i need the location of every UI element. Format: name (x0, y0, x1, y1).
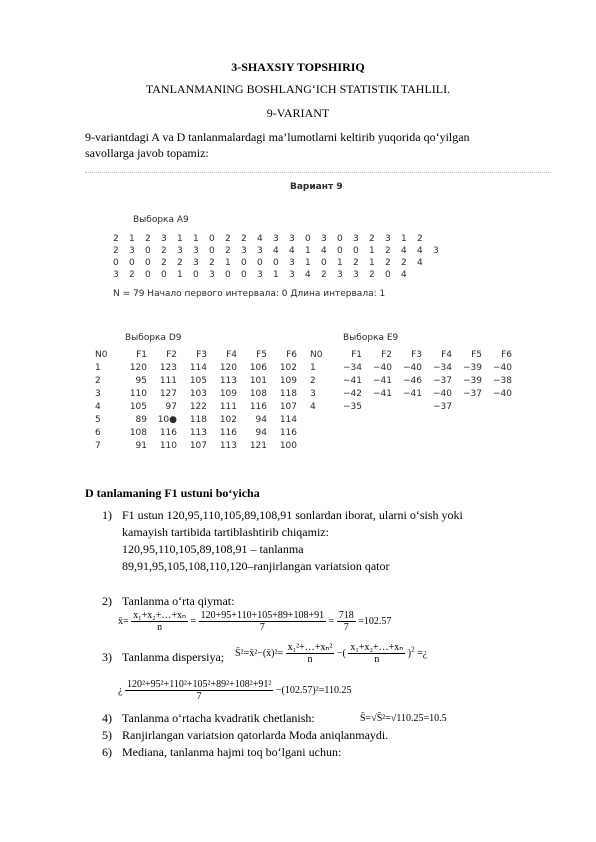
dispersion-formula-line2: ¿ $\frac{\text{120²+95²+110²+105²+89²+108²+91²}}{7}$ −(102.57)²=110.25 (118, 679, 352, 702)
a9-cell: 0 (113, 258, 119, 268)
a9-cell: 3 (273, 234, 279, 244)
a9-cell: 3 (257, 246, 263, 256)
d9-cell: 6 (95, 428, 101, 438)
divider (85, 172, 551, 173)
a9-cell: 3 (353, 270, 359, 280)
e9-cell: −40 (373, 363, 392, 373)
a9-cell: 0 (145, 270, 151, 280)
e9-cell: −41 (373, 376, 392, 386)
a9-cell: 4 (273, 246, 279, 256)
section-title: D tanlamaning F1 ustuni bo‘yicha (85, 486, 260, 500)
a9-cell: 0 (193, 270, 199, 280)
a9-cell: 2 (417, 234, 423, 244)
e9-header-cell: F4 (441, 350, 452, 360)
a9-cell: 2 (369, 234, 375, 244)
a9-cell: 4 (401, 246, 407, 256)
a9-cell: 0 (353, 246, 359, 256)
a9-cell: 2 (161, 258, 167, 268)
d9-cell: 113 (189, 428, 207, 438)
mean-result: =102.57 (358, 615, 392, 627)
d9-cell: 120 (129, 363, 147, 373)
a9-cell: 0 (209, 234, 215, 244)
dispersion-mean-fraction: $\frac{\text{x₁+x₂+…+xₙ}}{n}$ (350, 642, 404, 665)
e9-cell: −42 (343, 389, 362, 399)
d9-cell: 114 (189, 363, 207, 373)
e9-cell: −40 (403, 363, 422, 373)
a9-cell: 2 (385, 258, 391, 268)
e9-cell: −34 (433, 363, 452, 373)
a9-cell: 2 (225, 246, 231, 256)
e9-cell: −41 (403, 389, 422, 399)
a9-cell: 2 (161, 246, 167, 256)
mean-formula: x̄= $\frac{\text{x₁+x₂+…+xₙ}}{n}$ = $\frac{120+95+110+105+89+108+91}{7}$ = $\frac{718}{7}$ =102.57 (118, 610, 392, 633)
e9-cell: −37 (433, 402, 452, 412)
a9-cell: 2 (385, 246, 391, 256)
item-6-number: 6) (102, 745, 112, 759)
sample-e9-label: Выборка E9 (343, 333, 399, 343)
a9-cell: 4 (401, 270, 407, 280)
e9-header-cell: F5 (471, 350, 482, 360)
item-1-line1: F1 ustun 120,95,110,105,89,108,91 sonlardan iborat, ularni o‘sish yoki (122, 508, 463, 522)
d9-header-cell: F6 (286, 350, 297, 360)
e9-cell: −37 (433, 376, 452, 386)
mean-result-fraction: $\frac{718}{7}$ (338, 610, 354, 633)
a9-cell: 1 (177, 270, 183, 280)
a9-cell: 2 (225, 234, 231, 244)
a9-cell: 2 (241, 234, 247, 244)
e9-header-cell: F1 (351, 350, 362, 360)
d9-cell: 2 (95, 376, 101, 386)
a9-cell: 1 (337, 258, 343, 268)
intro-text-line1: 9-variantdagi A va D tanlanmalardagi ma’lumotlarni keltirib yuqorida qo‘yilgan (85, 130, 470, 144)
d9-cell: 116 (279, 428, 297, 438)
a9-cell: 3 (433, 246, 439, 256)
sample-a9-grid (113, 234, 473, 286)
d9-cell: 3 (95, 389, 101, 399)
a9-cell: 1 (225, 258, 231, 268)
a9-cell: 2 (401, 258, 407, 268)
d9-cell: 114 (279, 415, 297, 425)
item-1-line3: 120,95,110,105,89,108,91 – tanlanma (122, 542, 304, 556)
a9-cell: 0 (257, 258, 263, 268)
a9-cell: 4 (289, 246, 295, 256)
d9-cell: 97 (165, 402, 177, 412)
e9-cell: −37 (463, 389, 482, 399)
a9-cell: 3 (209, 270, 215, 280)
a9-cell: 0 (145, 246, 151, 256)
a9-cell: 1 (305, 258, 311, 268)
d9-cell: 109 (279, 376, 297, 386)
e9-cell: −39 (463, 376, 482, 386)
item-1-line4: 89,91,95,105,108,110,120–ranjirlangan variatsion qator (122, 559, 390, 573)
item-4-number: 4) (102, 711, 112, 725)
a9-cell: 4 (305, 270, 311, 280)
item-2-number: 2) (102, 594, 112, 608)
item-1-number: 1) (102, 508, 112, 522)
a9-cell: 4 (257, 234, 263, 244)
a9-cell: 3 (193, 258, 199, 268)
e9-cell: −39 (463, 363, 482, 373)
a9-cell: 1 (193, 234, 199, 244)
a9-cell: 0 (321, 258, 327, 268)
a9-cell: 0 (337, 246, 343, 256)
d9-cell: 110 (159, 441, 177, 451)
d9-cell: 107 (189, 441, 207, 451)
a9-cell: 0 (241, 270, 247, 280)
scanned-table-image (85, 180, 551, 465)
a9-cell: 3 (289, 234, 295, 244)
a9-cell: 2 (129, 270, 135, 280)
d9-cell: 107 (279, 402, 297, 412)
e9-header-cell: F2 (381, 350, 392, 360)
a9-cell: 3 (321, 234, 327, 244)
a9-cell: 4 (417, 258, 423, 268)
d9-cell: 94 (255, 428, 267, 438)
mean-symbolic-fraction: $\frac{\text{x₁+x₂+…+xₙ}}{n}$ (133, 610, 187, 633)
e9-cell: 4 (310, 402, 316, 412)
e9-cell: −40 (493, 363, 512, 373)
a9-cell: 0 (273, 258, 279, 268)
d9-cell: 122 (189, 402, 207, 412)
a9-cell: 4 (321, 246, 327, 256)
mean-lhs: x̄= (118, 615, 129, 627)
sample-a9-footer: N = 79 Начало первого интервала: 0 Длина интервала: 1 (113, 289, 386, 299)
a9-cell: 2 (209, 258, 215, 268)
a9-cell: 3 (337, 270, 343, 280)
a9-cell: 2 (369, 270, 375, 280)
document-title: 3-SHAXSIY TOPSHIRIQ (231, 60, 365, 74)
item-5-text: Ranjirlangan variatsion qatorlarda Moda aniqlanmaydi. (122, 728, 389, 742)
a9-cell: 3 (289, 258, 295, 268)
d9-cell: 116 (219, 428, 237, 438)
a9-cell: 1 (401, 234, 407, 244)
a9-cell: 1 (129, 234, 135, 244)
d9-cell: 116 (249, 402, 267, 412)
d9-cell: 120 (219, 363, 237, 373)
sample-a9-label: Выборка А9 (133, 215, 189, 225)
mean-values-fraction: $\frac{120+95+110+105+89+108+91}{7}$ (200, 610, 325, 633)
e9-cell: −41 (343, 376, 362, 386)
a9-cell: 3 (353, 234, 359, 244)
d9-cell: 102 (219, 415, 237, 425)
d9-cell: 5 (95, 415, 101, 425)
a9-cell: 1 (177, 234, 183, 244)
a9-cell: 1 (369, 246, 375, 256)
sample-d9-table (95, 350, 310, 465)
d9-cell: 111 (159, 376, 177, 386)
a9-cell: 1 (369, 258, 375, 268)
d9-cell: 94 (255, 415, 267, 425)
a9-cell: 0 (305, 234, 311, 244)
a9-cell: 3 (161, 234, 167, 244)
a9-cell: 2 (353, 258, 359, 268)
a9-cell: 0 (385, 270, 391, 280)
d9-cell: 106 (249, 363, 267, 373)
d9-header-cell: F4 (226, 350, 237, 360)
dispersion-values-fraction: $\frac{\text{120²+95²+110²+105²+89²+108²+91²}}{7}$ (126, 679, 272, 702)
d9-cell: 111 (219, 402, 237, 412)
a9-cell: 2 (113, 246, 119, 256)
document-subtitle: TANLANMANING BOSHLANG‘ICH STATISTIK TAHLILI. (145, 82, 451, 96)
e9-cell: −40 (493, 389, 512, 399)
item-6-text: Mediana, tanlanma hajmi toq bo‘lgani uchun: (122, 745, 342, 759)
e9-cell: −35 (343, 402, 362, 412)
a9-cell: 3 (193, 246, 199, 256)
variant-label: 9-VARIANT (266, 106, 330, 120)
e9-header-cell: F6 (501, 350, 512, 360)
d9-header-cell: F5 (256, 350, 267, 360)
d9-cell: 113 (219, 441, 237, 451)
a9-cell: 0 (241, 258, 247, 268)
a9-cell: 0 (225, 270, 231, 280)
a9-cell: 1 (305, 246, 311, 256)
d9-cell: 89 (135, 415, 147, 425)
d9-cell: 108 (129, 428, 147, 438)
e9-cell: 3 (310, 389, 316, 399)
e9-header-cell: N0 (310, 350, 323, 360)
a9-cell: 3 (241, 246, 247, 256)
dispersion-squares-fraction: $\frac{\text{x₁²+…+xₙ²}}{n}$ (287, 642, 333, 665)
a9-cell: 3 (177, 246, 183, 256)
d9-header-cell: F1 (136, 350, 147, 360)
item-4-text: Tanlanma o‘rtacha kvadratik chetlanish: (122, 711, 315, 725)
intro-text-line2: savollarga javob topamiz: (85, 146, 209, 160)
scan-heading: Вариант 9 (290, 182, 343, 192)
std-deviation-formula: S̄=√S̄²=√110.25=10.5 (360, 713, 447, 724)
e9-cell: 2 (310, 376, 316, 386)
d9-cell: 7 (95, 441, 101, 451)
a9-cell: 2 (321, 270, 327, 280)
a9-cell: 2 (145, 234, 151, 244)
e9-cell: 1 (310, 363, 316, 373)
d9-header-cell: N0 (95, 350, 108, 360)
item-2-text: Tanlanma o‘rta qiymat: (122, 594, 235, 608)
d9-cell: 121 (249, 441, 267, 451)
d9-cell: 95 (135, 376, 147, 386)
e9-header-cell: F3 (411, 350, 422, 360)
sample-e9-table (310, 350, 540, 465)
item-1-line2: kamayish tartibida tartiblashtirib chiqamiz: (122, 525, 329, 539)
d9-cell: 123 (159, 363, 177, 373)
a9-cell: 3 (129, 246, 135, 256)
d9-cell: 127 (159, 389, 177, 399)
e9-cell: −41 (373, 389, 392, 399)
a9-cell: 0 (337, 234, 343, 244)
a9-cell: 3 (289, 270, 295, 280)
e9-cell: −34 (343, 363, 362, 373)
a9-cell: 4 (417, 246, 423, 256)
d9-cell: 109 (219, 389, 237, 399)
d9-cell: 10● (157, 415, 177, 425)
e9-cell: −38 (493, 376, 512, 386)
a9-cell: 2 (177, 258, 183, 268)
d9-cell: 1 (95, 363, 101, 373)
e9-cell: −40 (433, 389, 452, 399)
d9-cell: 102 (279, 363, 297, 373)
d9-cell: 101 (249, 376, 267, 386)
item-5-number: 5) (102, 728, 112, 742)
d9-cell: 113 (219, 376, 237, 386)
a9-cell: 2 (113, 234, 119, 244)
e9-cell: −46 (403, 376, 422, 386)
a9-cell: 0 (209, 246, 215, 256)
a9-cell: 3 (257, 270, 263, 280)
d9-cell: 110 (129, 389, 147, 399)
item-3-number: 3) (102, 650, 112, 664)
d9-header-cell: F3 (196, 350, 207, 360)
d9-cell: 100 (279, 441, 297, 451)
d9-cell: 105 (129, 402, 147, 412)
d9-cell: 91 (135, 441, 147, 451)
a9-cell: 0 (145, 258, 151, 268)
a9-cell: 3 (113, 270, 119, 280)
dispersion-formula-line1: S̄²=x̄²−(x̄)²= $\frac{\text{x₁²+…+xₙ²}}{n}$ −( $\frac{\text{x₁+x₂+…+xₙ}}{n}$ )$^2$ =¿ (235, 642, 428, 665)
a9-cell: 0 (161, 270, 167, 280)
d9-cell: 118 (189, 415, 207, 425)
d9-cell: 116 (159, 428, 177, 438)
a9-cell: 0 (129, 258, 135, 268)
d9-header-cell: F2 (166, 350, 177, 360)
d9-cell: 4 (95, 402, 101, 412)
d9-cell: 103 (189, 389, 207, 399)
d9-cell: 108 (249, 389, 267, 399)
a9-cell: 1 (273, 270, 279, 280)
a9-cell: 3 (385, 234, 391, 244)
d9-cell: 105 (189, 376, 207, 386)
item-3-text: Tanlanma dispersiya; (122, 650, 225, 664)
sample-d9-label: Выборка D9 (125, 333, 182, 343)
d9-cell: 118 (279, 389, 297, 399)
